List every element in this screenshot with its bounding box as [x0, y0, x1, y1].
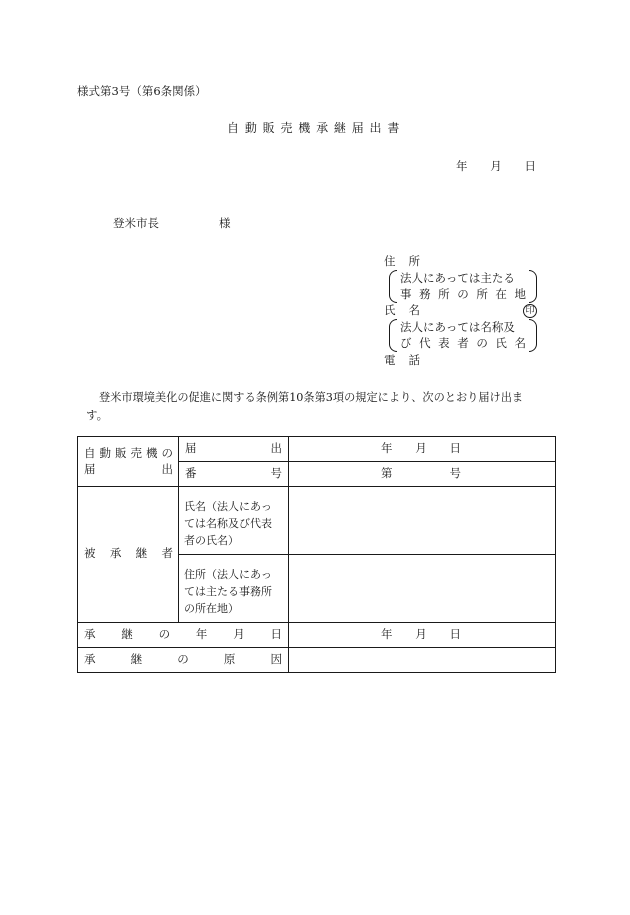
name-note-bracket	[389, 319, 537, 352]
date-day-label: 日	[524, 159, 536, 173]
vending-label-line1: 自 動 販 売 機 の	[84, 446, 173, 460]
addressee-name: 登米市長	[113, 216, 159, 230]
successor-address-label: 住所（法人にあっ ては主たる事務所 の所在地）	[184, 568, 272, 615]
body-text-line2: す。	[86, 408, 109, 422]
applicant-name-label: 氏 名	[384, 303, 420, 317]
document-title: 自 動 販 売 機 承 継 届 出 書	[227, 121, 401, 135]
successor-name-label: 氏名（法人にあっ ては名称及び代表 者の氏名）	[184, 500, 272, 547]
name-note-line1: 法人にあっては名称及	[400, 320, 515, 334]
date-month-label: 月	[490, 159, 502, 173]
successor-label: 被 承 継 者	[84, 546, 173, 560]
notify-date-value: 年 月 日	[381, 441, 461, 455]
address-note-line2: 事 務 所 の 所 在 地	[400, 287, 526, 301]
vending-label-line2: 届 出	[84, 462, 173, 476]
notify-date-label: 届 出	[185, 441, 282, 455]
address-note-bracket	[389, 270, 537, 303]
succession-reason-label: 承 継 の 原 因	[84, 652, 282, 666]
name-note-line2: び 代 表 者 の 氏 名	[400, 336, 526, 350]
date-line	[456, 161, 536, 173]
succession-date-value: 年 月 日	[381, 627, 461, 641]
date-year-label: 年	[456, 159, 468, 173]
body-text-line1: 登米市環境美化の促進に関する条例第10条第3項の規定により、次のとおり届け出ま	[99, 391, 524, 404]
addressee-honorific: 様	[219, 216, 231, 230]
form-number-label: 様式第3号（第6条関係）	[77, 84, 207, 98]
number-label: 番 号	[185, 466, 282, 480]
applicant-address-label: 住 所	[384, 254, 420, 268]
address-note-line1: 法人にあっては主たる	[400, 271, 515, 285]
seal-mark: 印	[523, 304, 537, 318]
applicant-phone-label: 電 話	[384, 353, 420, 367]
succession-date-label: 承 継 の 年 月 日	[84, 627, 282, 641]
number-value: 第 号	[381, 466, 461, 480]
